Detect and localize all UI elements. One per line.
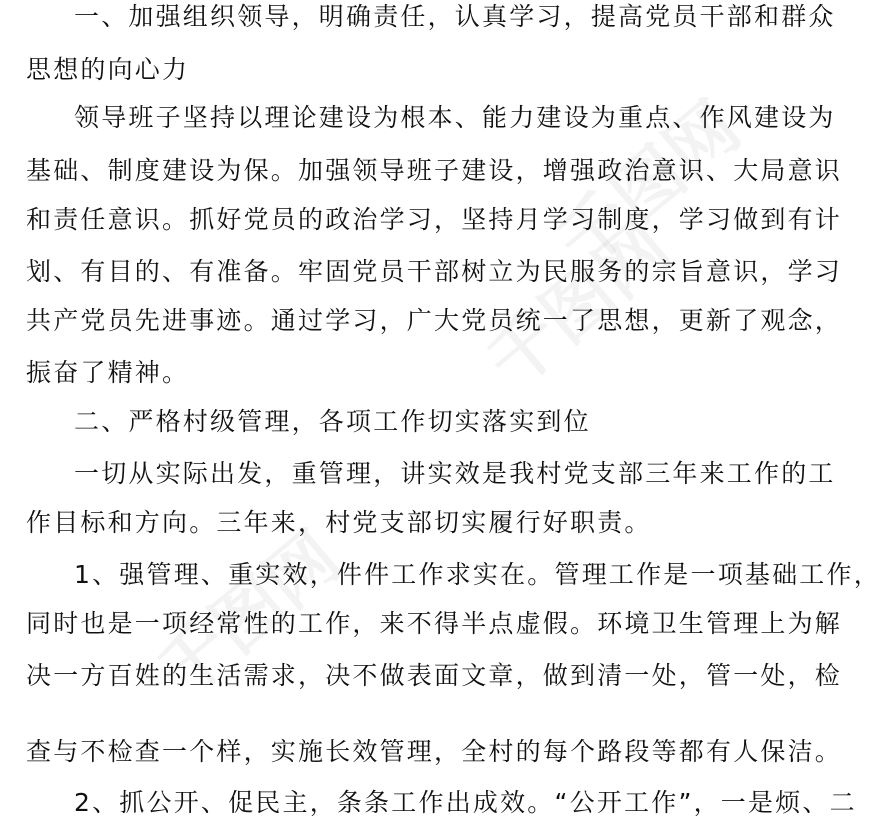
paragraph-line: 基础、制度建设为保。加强领导班子建设，增强政治意识、大局意识 (26, 156, 843, 185)
paragraph-line: 同时也是一项经常性的工作，来不得半点虚假。环境卫生管理上为解 (26, 609, 843, 638)
paragraph-line: 作目标和方向。三年来，村党支部切实履行好职责。 (26, 508, 652, 537)
paragraph-line: 一切从实际出发，重管理，讲实效是我村党支部三年来工作的工 (74, 459, 836, 488)
paragraph-line: 决一方百姓的生活需求，决不做表面文章，做到清一处，管一处，检 (26, 661, 843, 690)
watermark: 千图网 (541, 85, 756, 284)
heading-section-1-cont: 思想的向心力 (26, 55, 190, 84)
watermark: 千图网 (141, 515, 356, 714)
heading-section-2: 二、严格村级管理，各项工作切实落实到位 (74, 407, 591, 436)
paragraph-line: 2、抓公开、促民主，条条工作出成效。“公开工作”，一是烦、二 (74, 788, 857, 817)
paragraph-line: 查与不检查一个样，实施长效管理，全村的每个路段等都有人保洁。 (26, 737, 843, 766)
paragraph-line: 共产党员先进事迹。通过学习，广大党员统一了思想，更新了观念， (26, 306, 843, 335)
paragraph-line: 划、有目的、有准备。牢固党员干部树立为民服务的宗旨意识，学习 (26, 257, 843, 286)
watermark: 千图网 (471, 205, 686, 404)
paragraph-line: 和责任意识。抓好党员的政治学习，坚持月学习制度，学习做到有计 (26, 205, 843, 234)
heading-section-1: 一、加强组织领导，明确责任，认真学习，提高党员干部和群众 (74, 2, 836, 31)
paragraph-line: 1、强管理、重实效，件件工作求实在。管理工作是一项基础工作， (74, 560, 881, 589)
paragraph-line: 振奋了精神。 (26, 358, 190, 387)
paragraph-line: 领导班子坚持以理论建设为根本、能力建设为重点、作风建设为 (74, 103, 836, 132)
